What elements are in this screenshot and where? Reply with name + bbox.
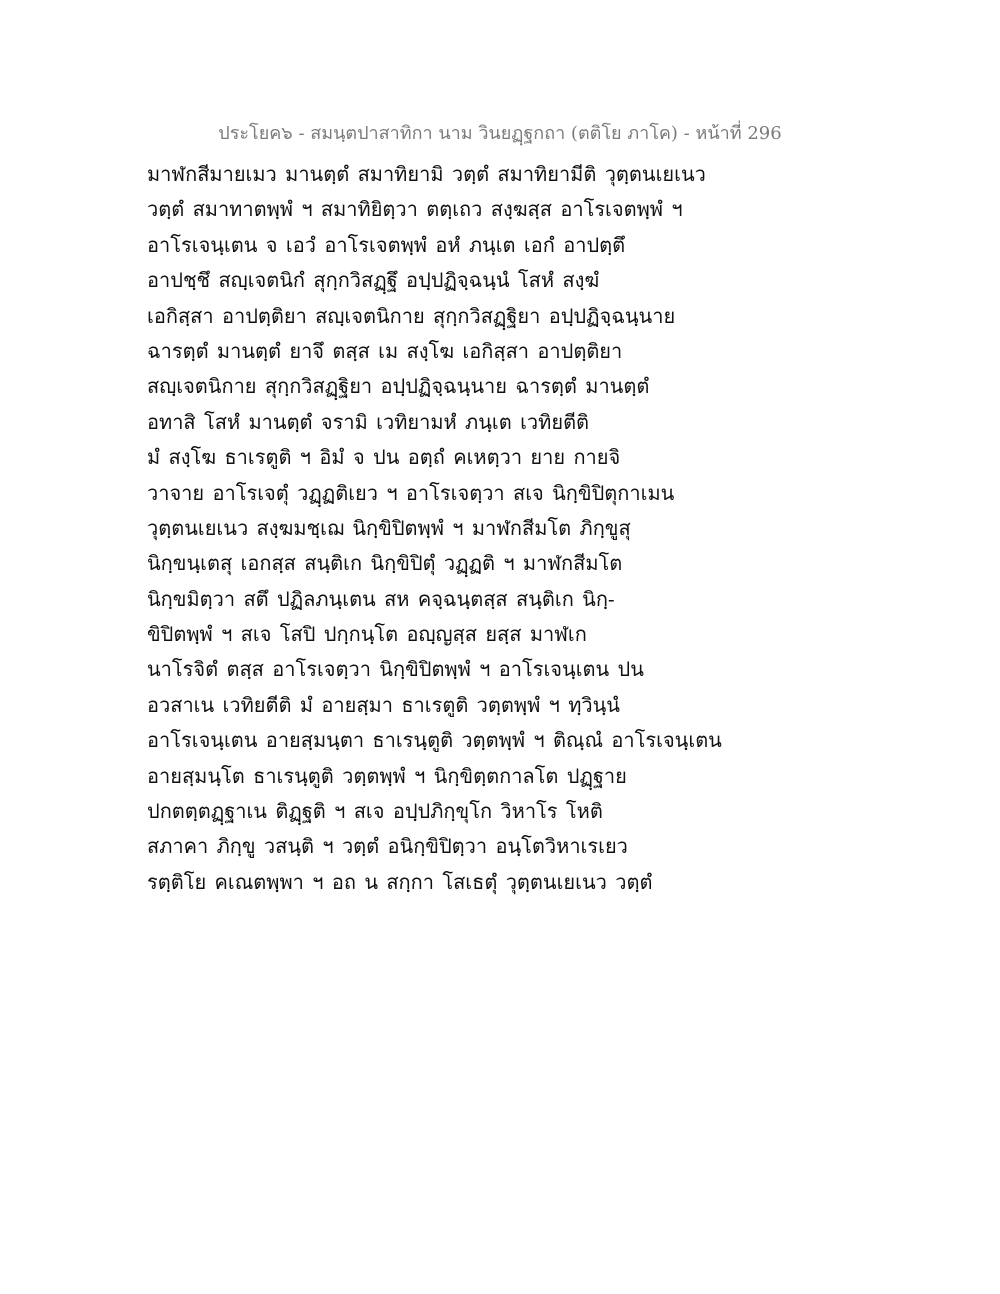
text-line: อาโรเจนฺเตน จ เอวํ อาโรเจตพฺพํ อหํ ภนฺเต เอกํ อาปตฺตึ [147,232,626,257]
page-header: ประโยค๖ - สมนฺตปาสาทิกา นาม วินยฏฺฐกถา (ตติโย ภาโค) - หน้าที่ 296 [218,123,782,144]
text-line: อาปชฺชึ สญฺเจตนิกํ สุกฺกวิสฏฺฐึ อปฺปฏิจฺฉนฺนํ โสหํ สงฺฆํ [147,268,600,293]
text-line: ปกตตฺตฏฺฐาเน ติฏฺฐติ ฯ สเจ อปฺปภิกฺขุโก วิหาโร โหติ [147,799,603,824]
text-line: นิกฺขนฺเตสุ เอกสฺส สนฺติเก นิกฺขิปิตุํ วฏฺฏติ ฯ มาฬกสีมโต [147,551,623,576]
text-line: สญฺเจตนิกาย สุกฺกวิสฏฺฐิยา อปฺปฏิจฺฉนฺนาย ฉารตฺตํ มานตฺตํ [147,374,650,399]
text-line: วตฺตํ สมาทาตพฺพํ ฯ สมาทิยิตฺวา ตตฺเถว สงฺฆสฺส อาโรเจตพฺพํ ฯ [147,197,683,222]
text-line: นาโรจิตํ ตสฺส อาโรเจตฺวา นิกฺขิปิตพฺพํ ฯ อาโรเจนฺเตน ปน [147,657,644,682]
text-line: มาฬกสีมายเมว มานตฺตํ สมาทิยามิ วตฺตํ สมาทิยามีติ วุตฺตนเยเนว [147,162,706,186]
text-line: อทาสิ โสหํ มานตฺตํ จรามิ เวทิยามหํ ภนฺเต เวทิยตีติ [147,409,590,434]
text-line: สภาคา ภิกฺขู วสนฺติ ฯ วตฺตํ อนิกฺขิปิตฺวา อนฺโตวิหาเรเยว [147,834,628,859]
text-line: อายสฺมนฺโต ธาเรนฺตูติ วตฺตพฺพํ ฯ นิกฺขิตฺตกาลโต ปฏฺฐาย [147,763,627,788]
text-line: อาโรเจนฺเตน อายสฺมนฺตา ธาเรนฺตูติ วตฺตพฺพํ ฯ ติณฺณํ อาโรเจนฺเตน [147,728,722,753]
text-line: รตฺติโย คเณตพฺพา ฯ อถ น สกฺกา โสเธตุํ วุตฺตนเยเนว วตฺตํ [147,869,653,894]
text-line: วุตฺตนเยเนว สงฺฆมชฺเฌ นิกฺขิปิตพฺพํ ฯ มาฬกสีมโต ภิกฺขูสุ [147,515,631,540]
text-line: มํ สงฺโฆ ธาเรตูติ ฯ อิมํ จ ปน อตฺถํ คเหตฺวา ยาย กายจิ [147,445,621,470]
text-line: นิกฺขมิตฺวา สตึ ปฏิลภนฺเตน สห คจฺฉนฺตสฺส สนฺติเก นิกฺ- [147,586,615,611]
body-text [147,157,722,900]
text-line: เอกิสฺสา อาปตฺติยา สญฺเจตนิกาย สุกฺกวิสฏฺฐิยา อปฺปฏิจฺฉนฺนาย [147,303,676,328]
text-line: อวสาเน เวทิยตีติ มํ อายสฺมา ธาเรตูติ วตฺตพฺพํ ฯ ทฺวินฺนํ [147,692,620,717]
text-line: วาจาย อาโรเจตุํ วฏฺฏติเยว ฯ อาโรเจตฺวา สเจ นิกฺขิปิตุกาเมน [147,480,675,505]
text-line: ฉารตฺตํ มานตฺตํ ยาจึ ตสฺส เม สงฺโฆ เอกิสฺสา อาปตฺติยา [147,338,623,363]
text-line: ขิปิตพฺพํ ฯ สเจ โสปิ ปกฺกนฺโต อญฺญสฺส ยสฺส มาฬเก [147,622,587,647]
